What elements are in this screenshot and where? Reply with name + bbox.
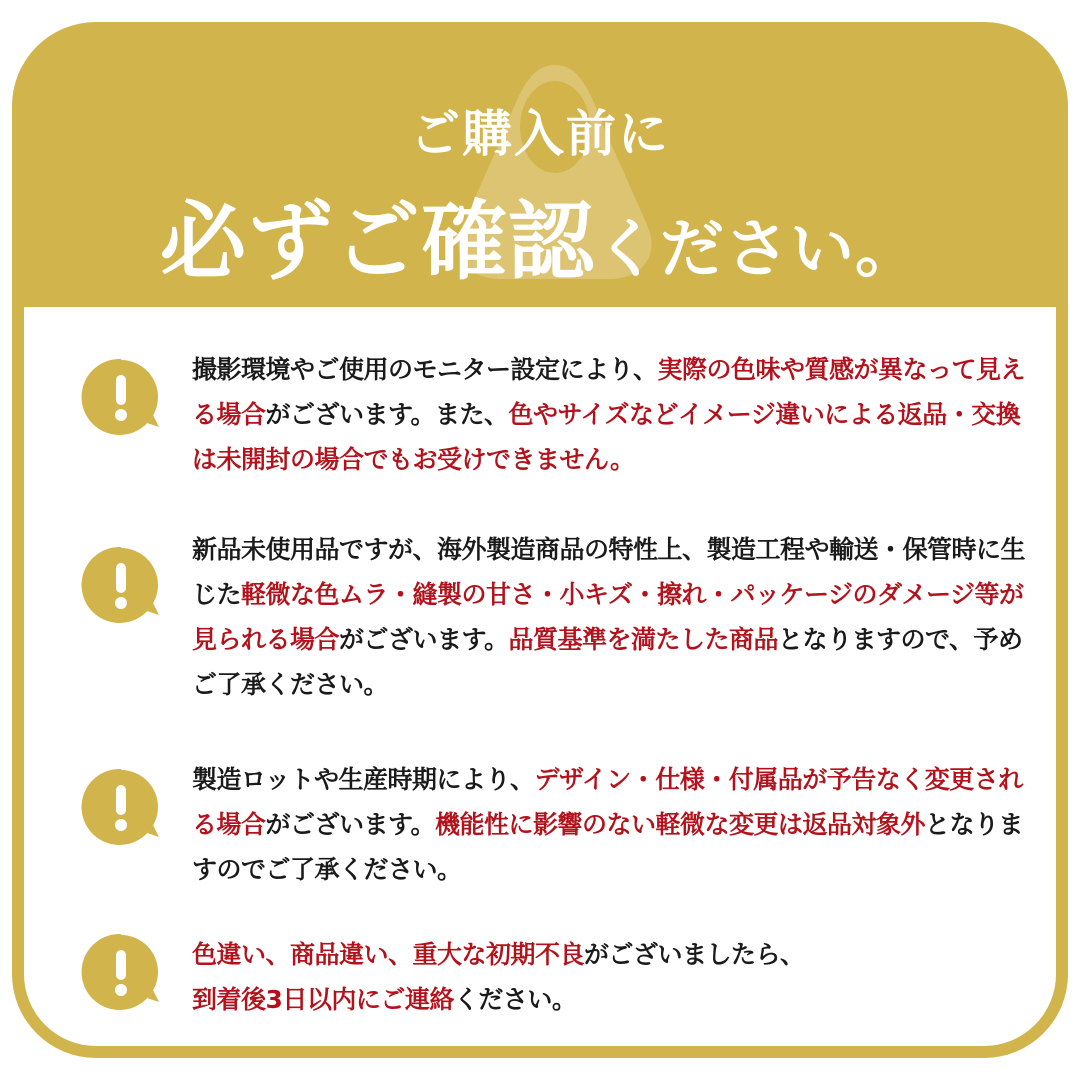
header-banner [12,22,1068,307]
emphasis-segment: 色違い、商品違い、重大な初期不良 [192,940,585,969]
text-segment: ください。 [453,985,577,1014]
text-segment: がございます。 [339,625,509,654]
title-emphasis: 必ずご確認 [160,191,595,292]
text-segment: となりますので、予めご了承ください。 [192,625,1023,699]
exclamation-bubble-icon [81,545,161,625]
text-segment: となりますのでご了承ください。 [192,810,1024,884]
exclamation-bubble-icon [81,932,161,1012]
emphasis-segment: 実際の色味や質感が異なって見える場合 [192,355,1026,429]
text-segment: 新品未使用品ですが、海外製造商品の特性上、製造工程や輸送・保管時に生じた [192,535,1026,609]
title-line-2 [12,172,1068,296]
emphasis-segment: 品質基準を満たした商品 [508,625,779,654]
notice-text [192,757,1032,892]
notice-card [12,22,1068,1058]
text-segment: がございましたら、 [584,940,805,969]
emphasis-segment: 到着後3日以内にご連絡 [192,985,454,1014]
notice-text [192,932,1032,1022]
text-segment: 製造ロットや生産時期により、 [192,765,535,794]
exclamation-bubble-icon [81,767,161,847]
emphasis-segment: 色やサイズなどイメージ違いによる返品・交換は未開封の場合でもお受けできません。 [192,400,1021,474]
exclamation-bubble-icon [81,357,161,437]
notice-text [192,347,1032,482]
title-suffix: ください。 [595,212,920,287]
text-segment: 撮影環境やご使用のモニター設定により、 [192,355,658,384]
text-segment: がございます。 [265,810,436,839]
title-line-1: ご購入前に [410,104,670,163]
emphasis-segment: デザイン・仕様・付属品が予告なく変更される場合 [192,765,1023,839]
content-panel [24,307,1056,1046]
notice-text [192,527,1032,707]
text-segment: がございます。また、 [265,400,509,429]
emphasis-segment: 機能性に影響のない軽微な変更は返品対象外 [435,810,926,839]
emphasis-segment: 軽微な色ムラ・縫製の甘さ・小キズ・擦れ・パッケージのダメージ等が見られる場合 [192,580,1024,654]
